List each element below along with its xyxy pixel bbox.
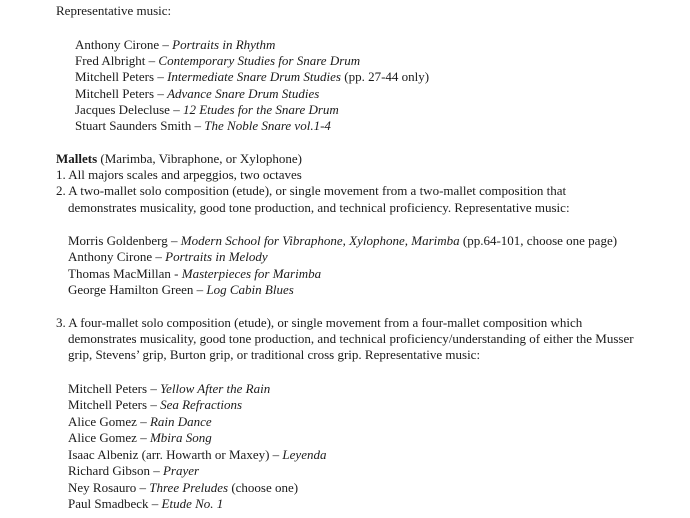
- list-item: Alice Gomez – Rain Dance: [68, 414, 212, 429]
- list-item: Thomas MacMillan - Masterpieces for Marimba: [68, 266, 322, 281]
- numbered-item-continuation: demonstrates musicality, good tone production, and technical proficiency. Representative music:: [68, 200, 570, 215]
- header-text: Representative music:: [56, 3, 172, 18]
- list-item: Alice Gomez – Mbira Song: [68, 430, 212, 445]
- list-item: Isaac Albeniz (arr. Howarth or Maxey) – Leyenda: [68, 447, 327, 462]
- list-item: Morris Goldenberg – Modern School for Vibraphone, Xylophone, Marimba (pp.64-101, choose one page): [68, 233, 618, 248]
- list-item: Mitchell Peters – Yellow After the Rain: [68, 381, 271, 396]
- numbered-item-continuation: grip, Stevens’ grip, Burton grip, or traditional cross grip. Representative music:: [68, 347, 481, 362]
- list-item: Mitchell Peters – Advance Snare Drum Studies: [75, 86, 320, 101]
- list-item: Anthony Cirone – Portraits in Melody: [68, 249, 268, 264]
- list-item: Mitchell Peters – Intermediate Snare Drum Studies (pp. 27-44 only): [75, 69, 430, 84]
- numbered-item-continuation: demonstrates musicality, good tone production, and technical proficiency/understanding of either the Musser: [68, 331, 634, 346]
- list-item: Paul Smadbeck – Etude No. 1: [68, 496, 224, 511]
- list-item: Anthony Cirone – Portraits in Rhythm: [75, 37, 276, 52]
- list-item: Richard Gibson – Prayer: [68, 463, 200, 478]
- list-item: Stuart Saunders Smith – The Noble Snare vol.1-4: [75, 118, 331, 133]
- numbered-item: 1. All majors scales and arpeggios, two octaves: [56, 167, 302, 182]
- list-item: Mitchell Peters – Sea Refractions: [68, 397, 243, 412]
- list-item: Fred Albright – Contemporary Studies for Snare Drum: [75, 53, 361, 68]
- numbered-item: 3. A four-mallet solo composition (etude), or single movement from a four-mallet composition which: [56, 315, 583, 330]
- list-item: George Hamilton Green – Log Cabin Blues: [68, 282, 294, 297]
- list-item: Ney Rosauro – Three Preludes (choose one): [68, 480, 299, 495]
- section-heading: Mallets (Marimba, Vibraphone, or Xylophone): [56, 151, 302, 166]
- numbered-item: 2. A two-mallet solo composition (etude), or single movement from a two-mallet composition that: [56, 183, 567, 198]
- list-item: Jacques Delecluse – 12 Etudes for the Snare Drum: [75, 102, 339, 117]
